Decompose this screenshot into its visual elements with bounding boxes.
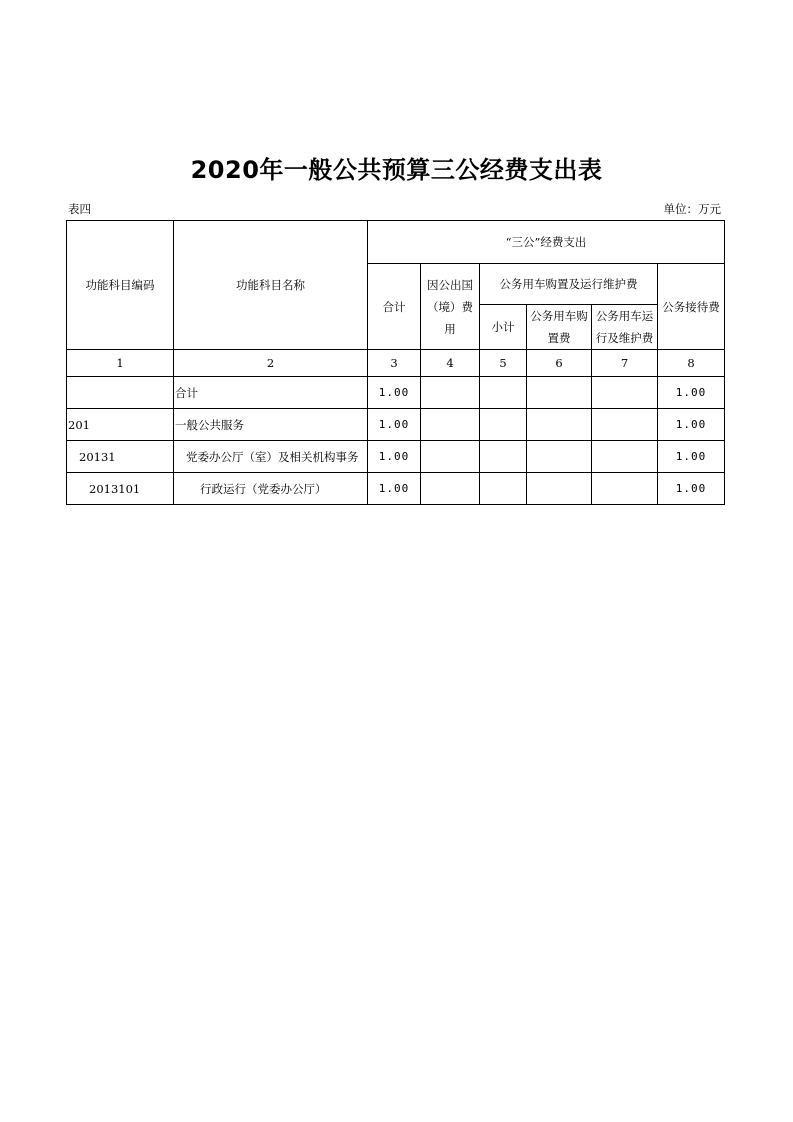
column-number: 6 [527,350,592,377]
row-vehicle-purchase [527,409,592,441]
column-number: 4 [421,350,480,377]
column-number: 7 [592,350,658,377]
row-subtotal [480,409,527,441]
header-sangong-group: “三公”经费支出 [368,221,725,264]
table-label: 表四 [68,202,91,216]
header-vehicle-operation: 公务用车运行及维护费 [592,305,658,350]
row-vehicle-operation [592,473,658,505]
row-reception: 1.00 [658,409,725,441]
row-code: 2013101 [67,473,174,505]
row-total: 1.00 [368,409,421,441]
column-number: 5 [480,350,527,377]
column-number: 3 [368,350,421,377]
row-reception: 1.00 [658,377,725,409]
header-code: 功能科目编码 [67,221,174,350]
row-subtotal [480,473,527,505]
column-number: 8 [658,350,725,377]
header-name: 功能科目名称 [174,221,368,350]
unit-label: 单位：万元 [663,202,721,216]
row-total: 1.00 [368,473,421,505]
column-number-row [67,350,725,377]
row-name: 党委办公厅（室）及相关机构事务 [174,441,368,473]
row-abroad [421,377,480,409]
row-reception: 1.00 [658,441,725,473]
row-subtotal [480,441,527,473]
row-vehicle-purchase [527,441,592,473]
row-total: 1.00 [368,377,421,409]
row-code: 201 [67,409,174,441]
header-vehicle-purchase: 公务用车购置费 [527,305,592,350]
header-reception: 公务接待费 [658,264,725,350]
row-name: 合计 [174,377,368,409]
column-number: 2 [174,350,368,377]
row-abroad [421,441,480,473]
header-vehicle-group: 公务用车购置及运行维护费 [480,264,658,305]
row-name: 一般公共服务 [174,409,368,441]
header-abroad: 因公出国（境）费用 [421,264,480,350]
row-name: 行政运行（党委办公厅） [174,473,368,505]
table-row [67,441,725,473]
row-reception: 1.00 [658,473,725,505]
table-row [67,409,725,441]
row-vehicle-purchase [527,377,592,409]
row-subtotal [480,377,527,409]
row-vehicle-operation [592,377,658,409]
row-code: 20131 [67,441,174,473]
column-number: 1 [67,350,174,377]
table-row [67,473,725,505]
row-vehicle-purchase [527,473,592,505]
row-abroad [421,409,480,441]
header-total: 合计 [368,264,421,350]
table-row [67,377,725,409]
row-total: 1.00 [368,441,421,473]
row-abroad [421,473,480,505]
header-subtotal: 小计 [480,305,527,350]
expenditure-table [66,220,725,505]
row-vehicle-operation [592,409,658,441]
row-vehicle-operation [592,441,658,473]
page-title: 2020年一般公共预算三公经费支出表 [190,156,603,184]
row-code [67,377,174,409]
